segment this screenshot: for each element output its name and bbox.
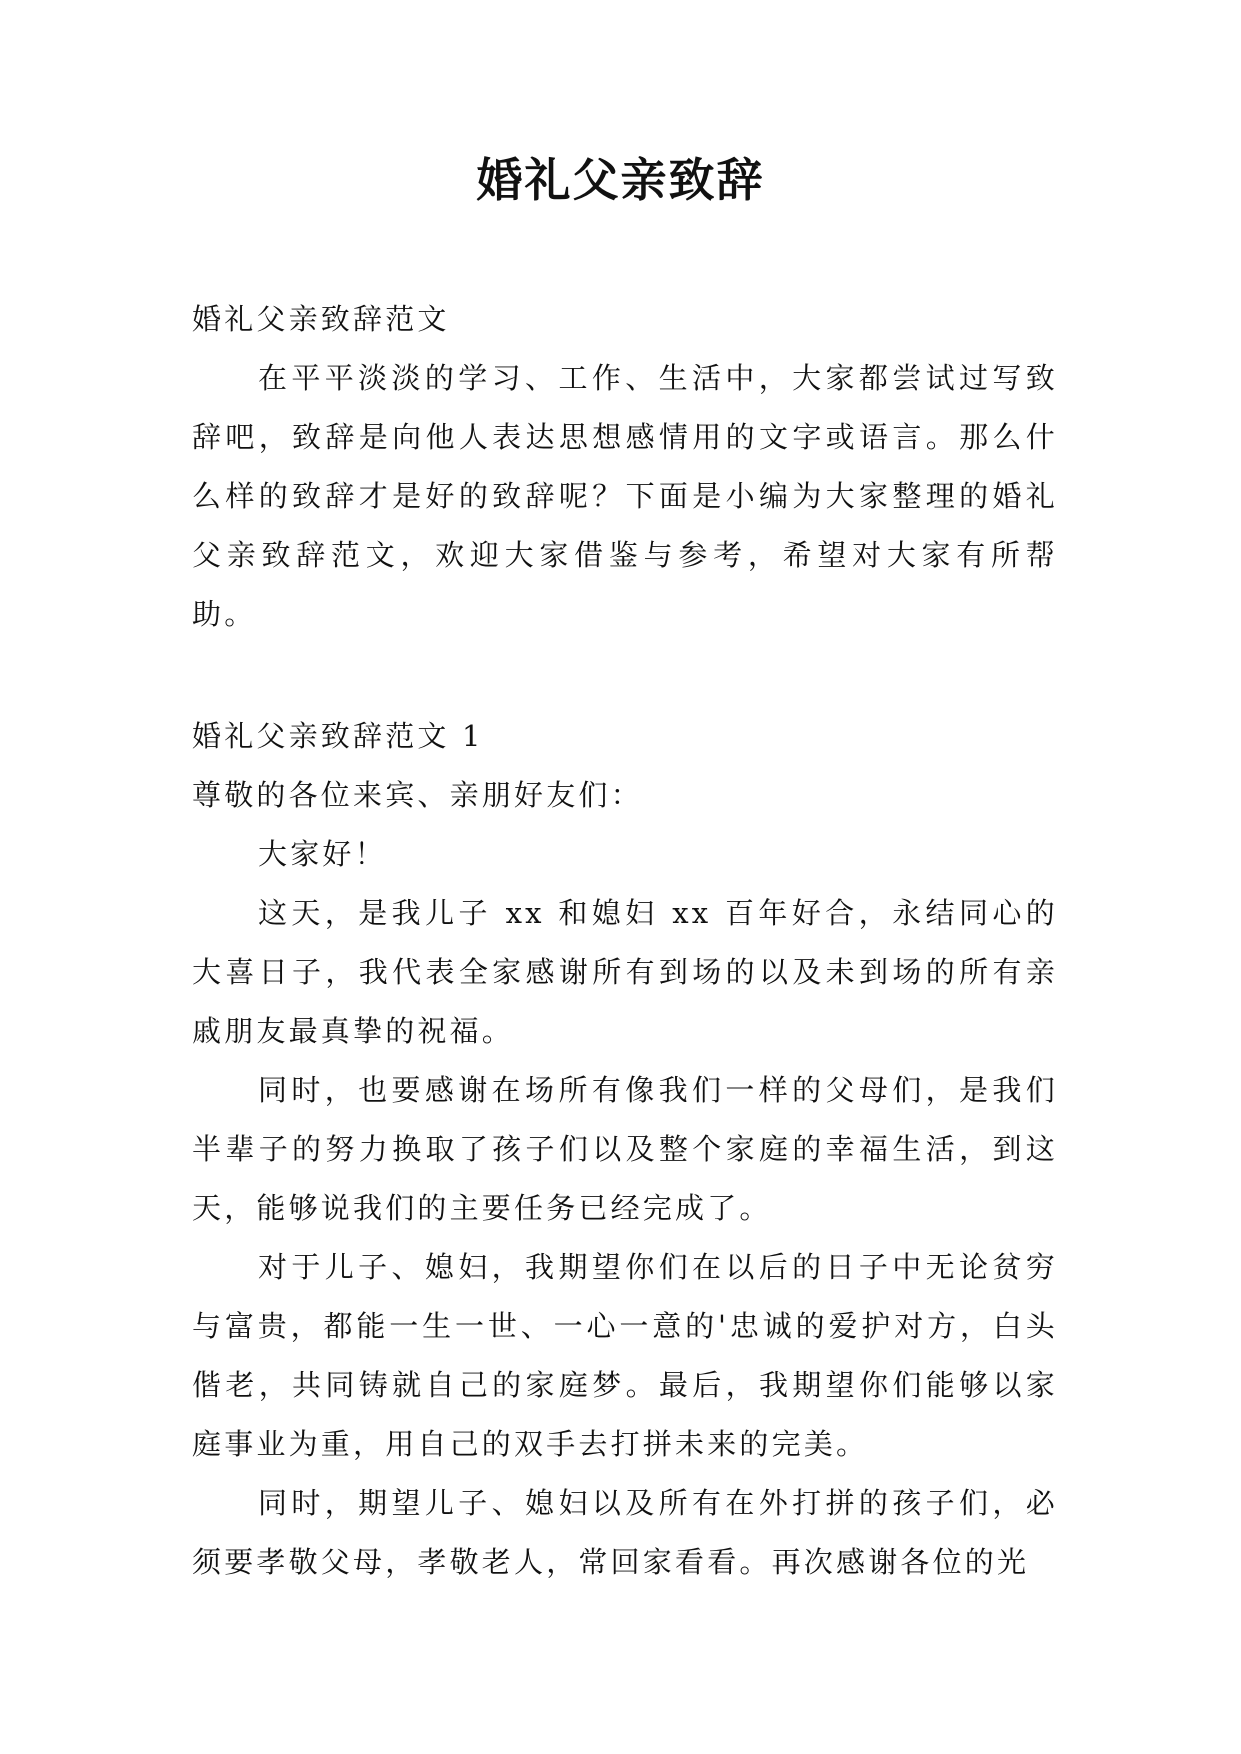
document-body <box>192 290 1058 1592</box>
body-paragraph-2: 同时，也要感谢在场所有像我们一样的父母们，是我们半辈子的努力换取了孩子们以及整个家庭的幸福生活，到这天，能够说我们的主要任务已经完成了。 <box>192 1073 1058 1225</box>
greeting: 大家好！ <box>258 837 387 871</box>
subtitle: 婚礼父亲致辞范文 <box>192 302 450 336</box>
section-gap <box>192 644 1058 707</box>
section-heading: 婚礼父亲致辞范文 1 <box>192 719 484 753</box>
salutation: 尊敬的各位来宾、亲朋好友们： <box>192 778 643 812</box>
body-paragraph-1: 这天，是我儿子 xx 和媳妇 xx 百年好合，永结同心的大喜日子，我代表全家感谢所有到场的以及未到场的所有亲戚朋友最真挚的祝福。 <box>192 896 1058 1048</box>
body-paragraph-4: 同时，期望儿子、媳妇以及所有在外打拼的孩子们，必须要孝敬父母，孝敬老人，常回家看看。再次感谢各位的光 <box>192 1486 1058 1579</box>
body-paragraph-3: 对于儿子、媳妇，我期望你们在以后的日子中无论贫穷与富贵，都能一生一世、一心一意的'忠诚的爱护对方，白头偕老，共同铸就自己的家庭梦。最后，我期望你们能够以家庭事业为重，用自己的双手去打拼未来的完美。 <box>192 1250 1058 1461</box>
document-title: 婚礼父亲致辞 <box>476 153 765 207</box>
intro-paragraph: 在平平淡淡的学习、工作、生活中，大家都尝试过写致辞吧，致辞是向他人表达思想感情用的文字或语言。那么什么样的致辞才是好的致辞呢？下面是小编为大家整理的婚礼父亲致辞范文，欢迎大家借鉴与参考，希望对大家有所帮助。 <box>192 361 1058 631</box>
